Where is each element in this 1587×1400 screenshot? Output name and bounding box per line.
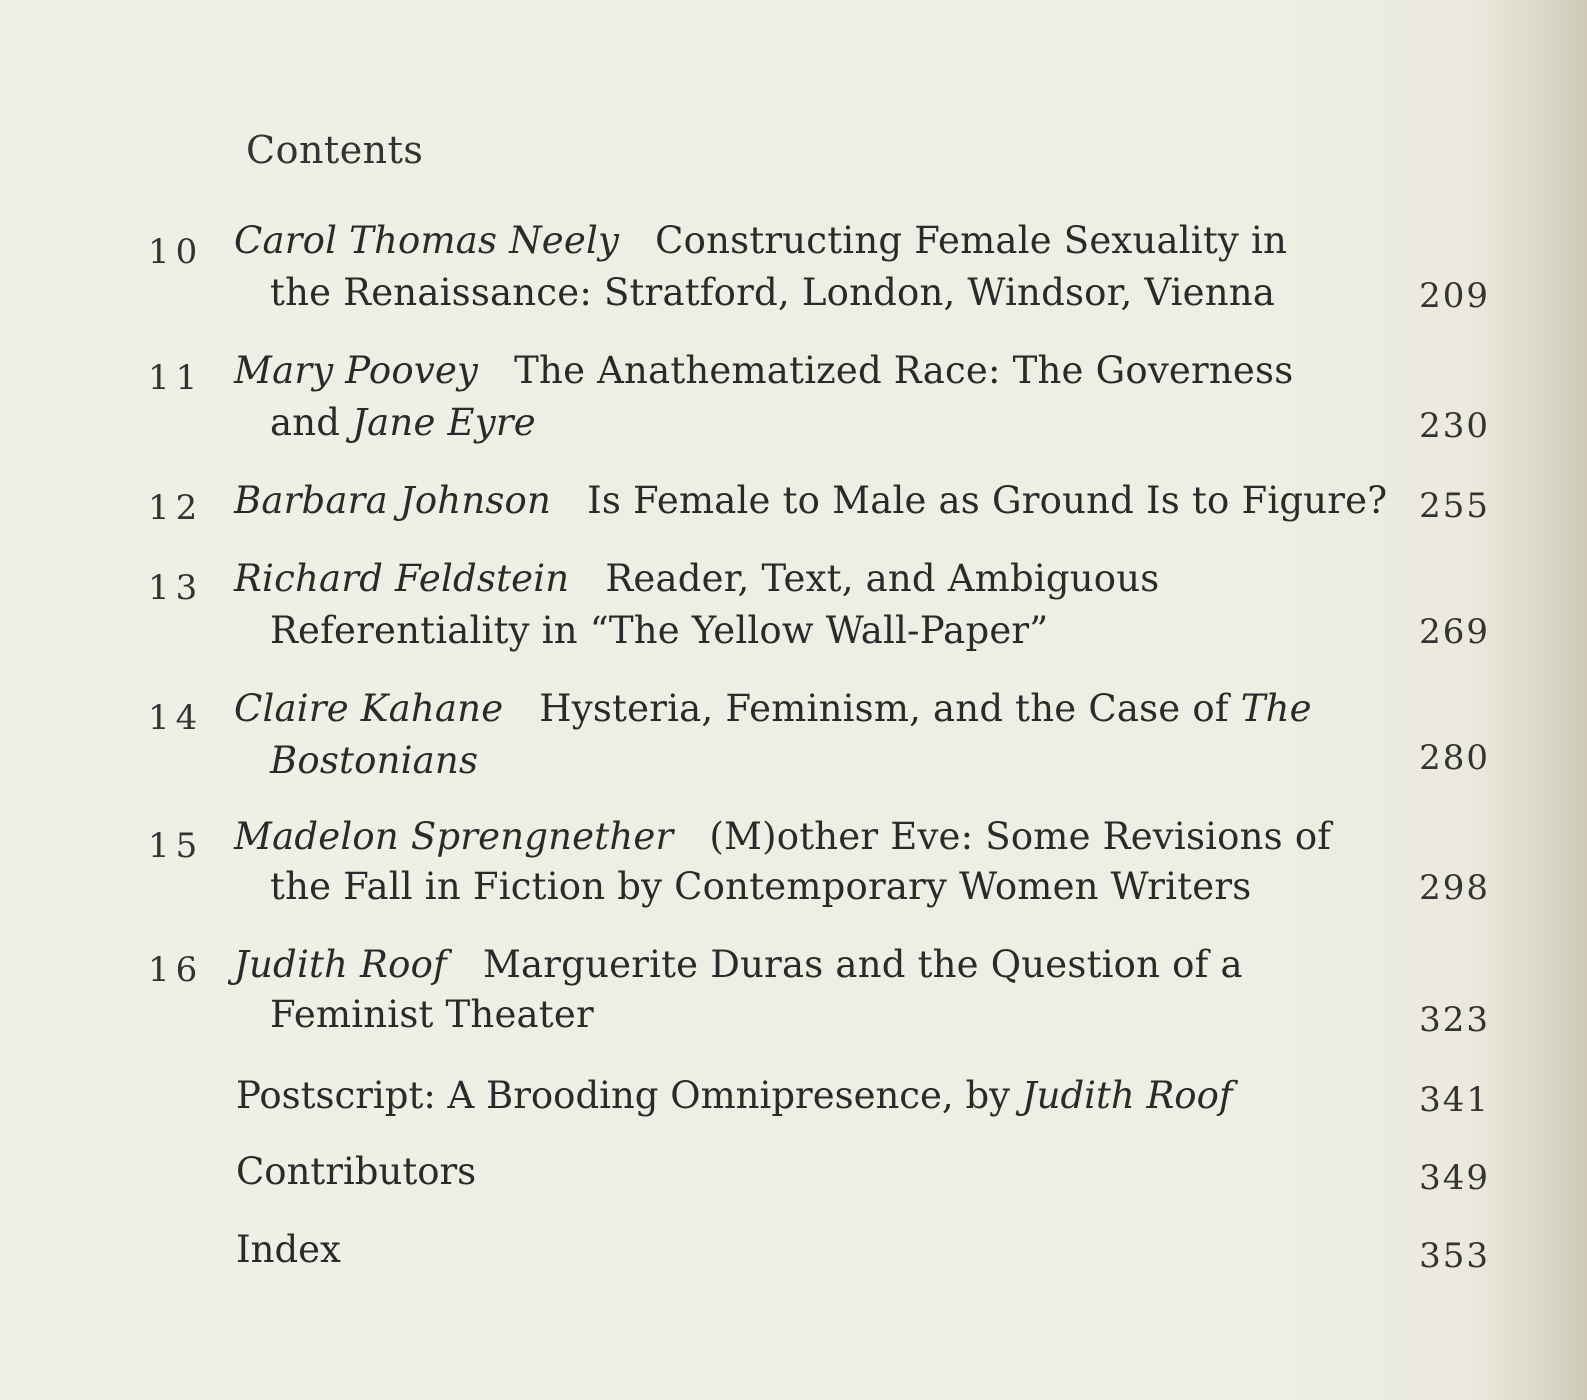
chapter-title-italic: Jane Eyre (352, 401, 536, 444)
chapter-title: (M)other Eve: Some Revisions of (709, 815, 1332, 858)
toc-entry-line-2 (270, 609, 1049, 652)
toc-entry-line-1 (234, 219, 1288, 262)
toc-entry-line-1 (234, 557, 1160, 600)
page-number: 230 (1419, 406, 1490, 446)
page-number: 209 (1419, 276, 1490, 316)
chapter-number: 16 (148, 950, 204, 990)
toc-entry-line-1 (234, 815, 1332, 858)
page-number: 341 (1419, 1080, 1490, 1120)
page-number: 280 (1419, 738, 1490, 778)
toc-entry-line-2 (270, 739, 479, 782)
chapter-title-continued: the Renaissance: Stratford, London, Windsor, Vienna (270, 271, 1276, 314)
toc-entry-line-1 (234, 349, 1294, 392)
page-title: Contents (246, 128, 424, 172)
chapter-title: Constructing Female Sexuality in (655, 219, 1288, 262)
page-number: 269 (1419, 612, 1490, 652)
page-number: 323 (1419, 1000, 1490, 1040)
chapter-author: Carol Thomas Neely (234, 219, 620, 262)
chapter-title-italic: The (1240, 687, 1312, 730)
chapter-title: The Anathematized Race: The Governess (514, 349, 1294, 392)
chapter-title-continued: the Fall in Fiction by Contemporary Women Writers (270, 865, 1252, 908)
chapter-author: Claire Kahane (234, 687, 504, 730)
postscript-author: Judith Roof (1021, 1074, 1233, 1117)
toc-entry-line-2 (270, 271, 1276, 314)
chapter-title-italic-continued: Bostonians (270, 739, 479, 782)
page-number: 298 (1419, 868, 1490, 908)
toc-entry-line-1 (234, 479, 1388, 522)
toc-entry-line-1 (234, 943, 1243, 986)
chapter-author: Barbara Johnson (234, 479, 552, 522)
chapter-number: 14 (148, 698, 204, 738)
chapter-title-continued: Feminist Theater (270, 993, 594, 1036)
page-number: 353 (1419, 1236, 1490, 1276)
page-number: 255 (1419, 486, 1490, 526)
chapter-title: Marguerite Duras and the Question of a (482, 943, 1243, 986)
chapter-author: Judith Roof (234, 943, 447, 986)
contributors-label: Contributors (236, 1150, 477, 1193)
chapter-author: Mary Poovey (234, 349, 479, 392)
postscript-line (236, 1074, 1233, 1117)
chapter-number: 12 (148, 488, 204, 528)
toc-entry-line-1 (234, 687, 1312, 730)
chapter-number: 10 (148, 232, 204, 272)
chapter-title-continued: Referentiality in “The Yellow Wall-Paper” (270, 609, 1049, 652)
chapter-title: Hysteria, Feminism, and the Case of (539, 687, 1241, 730)
toc-entry-line-2 (270, 401, 536, 444)
chapter-number: 11 (148, 358, 204, 398)
chapter-number: 15 (148, 826, 204, 866)
chapter-number: 13 (148, 568, 204, 608)
toc-entry-line-2 (270, 865, 1252, 908)
chapter-title-continued: and (270, 401, 353, 444)
chapter-author: Richard Feldstein (234, 557, 570, 600)
chapter-title: Is Female to Male as Ground Is to Figure? (587, 479, 1388, 522)
page-number: 349 (1419, 1158, 1490, 1198)
postscript-title: Postscript: A Brooding Omnipresence, by (236, 1074, 1022, 1117)
chapter-title: Reader, Text, and Ambiguous (605, 557, 1160, 600)
toc-entry-line-2 (270, 993, 594, 1036)
index-label: Index (236, 1228, 341, 1271)
chapter-author: Madelon Sprengnether (234, 815, 674, 858)
